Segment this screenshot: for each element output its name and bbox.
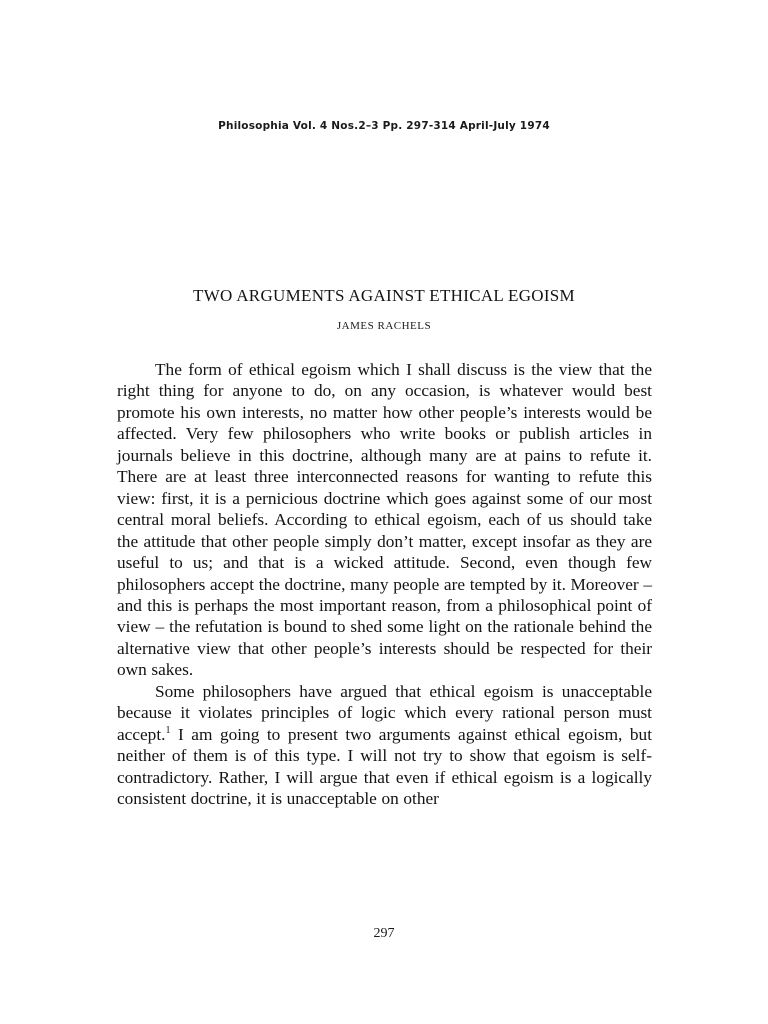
journal-citation-header: Philosophia Vol. 4 Nos.2–3 Pp. 297-314 April-July 1974 bbox=[218, 120, 550, 132]
paragraph-2 bbox=[117, 681, 652, 810]
paragraph-1: The form of ethical egoism which I shall discuss is the view that the right thing for anyone to do, on any occasion, is whatever would best promote his own interests, no matter how other people’s interests would be affected. Very few philosophers who write books or publish articles in journals believe in this doctrine, although many are at pains to refute it. There are at least three interconnected reasons for wanting to refute this view: first, it is a pernicious doctrine which goes against some of our most central moral beliefs. According to ethical egoism, each of us should take the attitude that other people simply don’t matter, except insofar as they are useful to us; and that is a wicked attitude. Second, even though few philosophers accept the doctrine, many people are tempted by it. Moreover – and this is perhaps the most important reason, from a philosophical point of view – the refutation is bound to shed some light on the rationale behind the alternative view that other people’s interests should be respected for their own sakes. bbox=[117, 360, 652, 680]
article-body bbox=[117, 359, 652, 810]
article-title: TWO ARGUMENTS AGAINST ETHICAL EGOISM bbox=[193, 286, 575, 305]
page-number: 297 bbox=[373, 926, 395, 941]
paragraph-2-text-start: Some philosophers have argued that ethical egoism is unacceptable because it violates principles of logic which every rational person must accept. bbox=[117, 681, 652, 744]
footnote-marker[interactable]: 1 bbox=[165, 724, 171, 736]
paragraph-2-text-end: I am going to present two arguments against ethical egoism, but neither of them is of this type. I will not try to show that egoism is self-contradictory. Rather, I will argue that even if ethical egoism is a logically consistent doctrine, it is unacceptable on other bbox=[117, 724, 652, 809]
article-author: JAMES RACHELS bbox=[336, 320, 432, 332]
